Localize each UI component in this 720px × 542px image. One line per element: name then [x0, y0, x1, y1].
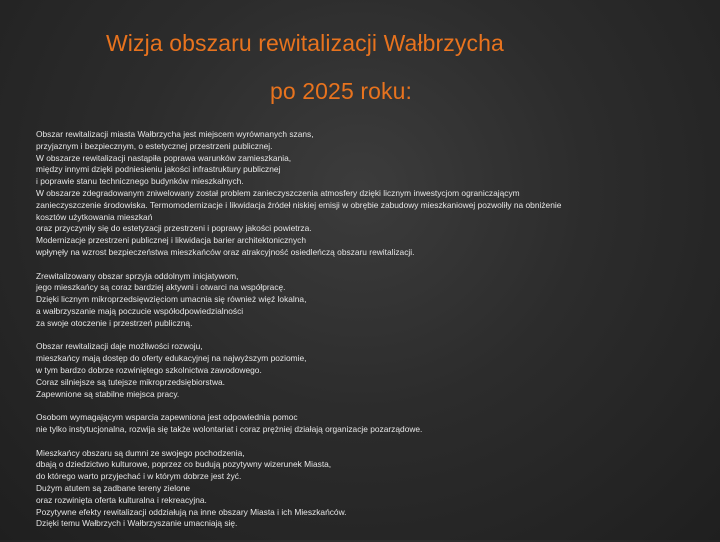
slide-title-line-2: po 2025 roku: — [270, 78, 412, 104]
text-line: W obszarze rewitalizacji nastąpiła poprawa warunków zamieszkania, — [36, 152, 292, 163]
text-line: oraz rozwinięta oferta kulturalna i rekreacyjna. — [36, 494, 207, 505]
body-paragraph — [36, 448, 716, 531]
text-line: za swoje otoczenie i przestrzeń publiczną. — [36, 317, 193, 328]
text-line: wpłynęły na wzrost bezpieczeństwa mieszkańców oraz atrakcyjność osiedleńczą obszaru rewitalizacji. — [36, 246, 415, 257]
text-line: Zapewnione są stabilne miejsca pracy. — [36, 388, 180, 399]
text-line: Dużym atutem są zadbane tereny zielone — [36, 482, 191, 493]
text-line: dbają o dziedzictwo kulturowe, poprzez co budują pozytywny wizerunek Miasta, — [36, 459, 332, 470]
text-line: i poprawie stanu technicznego budynków mieszkalnych. — [36, 176, 244, 187]
body-paragraph — [36, 341, 716, 400]
text-line: Mieszkańcy obszaru są dumni ze swojego pochodzenia, — [36, 447, 245, 458]
text-line: Zrewitalizowany obszar sprzyja oddolnym inicjatywom, — [36, 270, 239, 281]
slide-body — [36, 129, 716, 542]
text-line: Pozytywne efekty rewitalizacji oddziałują na inne obszary Miasta i ich Mieszkańców. — [36, 506, 347, 517]
text-line: Osobom wymagającym wsparcia zapewniona jest odpowiednia pomoc — [36, 412, 298, 423]
text-line: a wałbrzyszanie mają poczucie współodpowiedzialności — [36, 305, 244, 316]
text-line: W obszarze zdegradowanym zniwelowany został problem zanieczyszczenia atmosfery dzięki licznym inwestycjom ograniczającym — [36, 187, 520, 198]
text-line: zanieczyszczenie środowiska. Termomodernizacje i likwidacja źródeł niskiej emisji w obrębie zabudowy mieszkaniowej pozwoliły na obniżenie — [36, 199, 562, 210]
body-paragraph — [36, 271, 716, 330]
text-line: mieszkańcy mają dostęp do oferty edukacyjnej na najwyższym poziomie, — [36, 353, 307, 364]
slide-title-line-1: Wizja obszaru rewitalizacji Wałbrzycha — [106, 30, 504, 56]
text-line: Coraz silniejsze są tutejsze mikroprzedsiębiorstwa. — [36, 376, 225, 387]
text-line: kosztów użytkowania mieszkań — [36, 211, 153, 222]
text-line: jego mieszkańcy są coraz bardziej aktywni i otwarci na współpracę. — [36, 282, 286, 293]
text-line: do którego warto przyjechać i w którym dobrze jest żyć. — [36, 471, 242, 482]
text-line: Obszar rewitalizacji miasta Wałbrzycha jest miejscem wyrównanych szans, — [36, 129, 314, 139]
text-line: Dzięki licznym mikroprzedsięwzięciom umacnia się również więź lokalna, — [36, 294, 307, 305]
text-line: Obszar rewitalizacji daje możliwości rozwoju, — [36, 341, 203, 352]
text-line: w tym bardzo dobrze rozwiniętego szkolnictwa zawodowego. — [36, 364, 262, 375]
text-line: Modernizacje przestrzeni publicznej i likwidacja barier architektonicznych — [36, 235, 306, 246]
text-line: przyjaznym i bezpiecznym, o estetycznej przestrzeni publicznej. — [36, 140, 273, 151]
text-line: Dzięki temu Wałbrzych i Wałbrzyszanie umacniają się. — [36, 518, 238, 529]
text-line: oraz przyczyniły się do estetyzacji przestrzeni i poprawy jakości powietrza. — [36, 223, 312, 234]
body-paragraph — [36, 412, 716, 436]
body-paragraph — [36, 129, 716, 259]
text-line: między innymi dzięki podniesieniu jakości infrastruktury publicznej — [36, 164, 281, 175]
text-line: nie tylko instytucjonalna, rozwija się także wolontariat i coraz prężniej działają organizacje pozarządowe. — [36, 423, 423, 434]
